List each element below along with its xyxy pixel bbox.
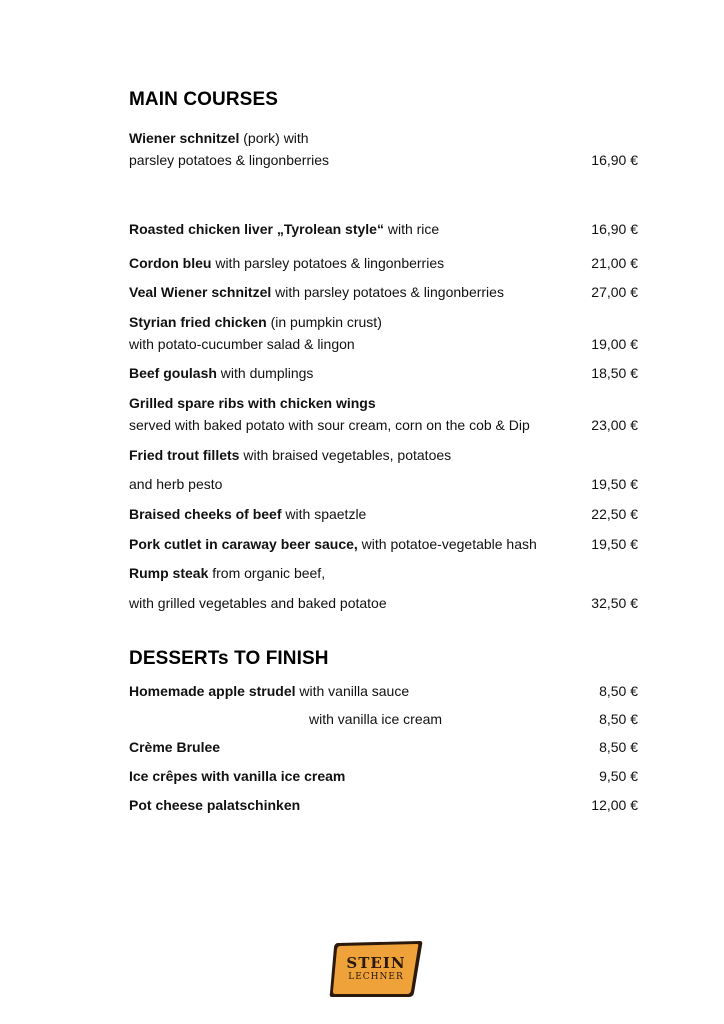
item-name: Ice crêpes with vanilla ice cream	[129, 768, 346, 784]
item-desc: with potatoe-vegetable hash	[357, 536, 537, 552]
menu-item-palatschinken	[129, 795, 638, 815]
item-price: 8,50 €	[599, 683, 638, 699]
item-desc: with parsley potatoes & lingonberries	[211, 255, 445, 271]
item-desc: from organic beef,	[208, 565, 326, 581]
menu-item-beef-goulash	[129, 363, 638, 383]
item-name: Homemade apple strudel	[129, 683, 296, 699]
item-price: 8,50 €	[599, 711, 638, 727]
main-courses-heading: MAIN COURSES	[129, 89, 278, 110]
item-name: Braised cheeks of beef	[129, 506, 282, 522]
item-name: Fried trout fillets	[129, 447, 240, 463]
item-price: 21,00 €	[591, 255, 638, 271]
item-price: 19,00 €	[591, 336, 638, 352]
item-price: 16,90 €	[591, 221, 638, 237]
item-price: 27,00 €	[591, 284, 638, 300]
item-price: 23,00 €	[591, 417, 638, 433]
item-name: Roasted chicken liver „Tyrolean style“	[129, 221, 384, 237]
menu-item-braised-cheeks	[129, 504, 638, 524]
item-desc: with parsley potatoes & lingonberries	[271, 284, 504, 300]
menu-item-apple-strudel-ice-cream	[129, 709, 638, 729]
item-desc: with dumplings	[216, 365, 314, 381]
menu-item-ice-crepes	[129, 766, 638, 786]
menu-item-trout-fillets-line2	[129, 474, 638, 494]
item-price: 16,90 €	[591, 152, 638, 168]
menu-item-rump-steak-line2	[129, 593, 638, 613]
item-desc: with vanilla ice cream	[309, 711, 443, 727]
item-name: Cordon bleu	[129, 255, 212, 271]
item-name: Grilled spare ribs with chicken wings	[129, 395, 376, 411]
menu-item-cordon-bleu	[129, 253, 638, 273]
item-price: 8,50 €	[599, 739, 638, 755]
item-name: Veal Wiener schnitzel	[129, 284, 272, 300]
menu-item-wiener-schnitzel	[129, 128, 638, 148]
item-name: Pot cheese palatschinken	[129, 797, 301, 813]
item-price: 9,50 €	[599, 768, 638, 784]
item-name: Wiener schnitzel	[129, 130, 240, 146]
item-price: 19,50 €	[591, 476, 638, 492]
menu-item-wiener-schnitzel-line2	[129, 150, 638, 170]
menu-item-rump-steak	[129, 563, 638, 583]
item-desc: with grilled vegetables and baked potatoe	[129, 595, 387, 611]
item-desc: with braised vegetables, potatoes	[239, 447, 452, 463]
item-desc: with spaetzle	[281, 506, 367, 522]
menu-item-styrian-chicken-line2	[129, 334, 638, 354]
stein-lechner-logo	[328, 940, 424, 998]
item-desc: parsley potatoes & lingonberries	[129, 152, 330, 168]
menu-item-chicken-liver	[129, 219, 638, 239]
logo-text-lechner: LECHNER	[348, 972, 404, 982]
item-price: 18,50 €	[591, 365, 638, 381]
logo-text-stein: STEIN	[346, 954, 406, 972]
item-name: Styrian fried chicken	[129, 314, 267, 330]
item-name: Crème Brulee	[129, 739, 221, 755]
item-price: 22,50 €	[591, 506, 638, 522]
menu-item-spare-ribs-line2	[129, 415, 638, 435]
item-price: 32,50 €	[591, 595, 638, 611]
item-desc: with potato-cucumber salad & lingon	[129, 336, 355, 352]
item-desc: (pork) with	[239, 130, 309, 146]
menu-item-veal-schnitzel	[129, 282, 638, 302]
item-name: Pork cutlet in caraway beer sauce,	[129, 536, 358, 552]
item-desc: with rice	[383, 221, 440, 237]
item-desc: (in pumpkin crust)	[266, 314, 382, 330]
item-desc: and herb pesto	[129, 476, 223, 492]
item-name: Beef goulash	[129, 365, 217, 381]
menu-item-trout-fillets	[129, 445, 638, 465]
item-desc: with vanilla sauce	[295, 683, 410, 699]
menu-item-spare-ribs	[129, 393, 638, 413]
menu-item-apple-strudel	[129, 681, 638, 701]
item-price: 19,50 €	[591, 536, 638, 552]
item-price: 12,00 €	[591, 797, 638, 813]
menu-item-creme-brulee	[129, 737, 638, 757]
desserts-heading: DESSERTs TO FINISH	[129, 648, 329, 669]
item-desc: served with baked potato with sour cream, corn on the cob & Dip	[129, 417, 530, 433]
menu-item-styrian-chicken	[129, 312, 638, 332]
item-name: Rump steak	[129, 565, 209, 581]
menu-item-pork-cutlet	[129, 534, 638, 554]
